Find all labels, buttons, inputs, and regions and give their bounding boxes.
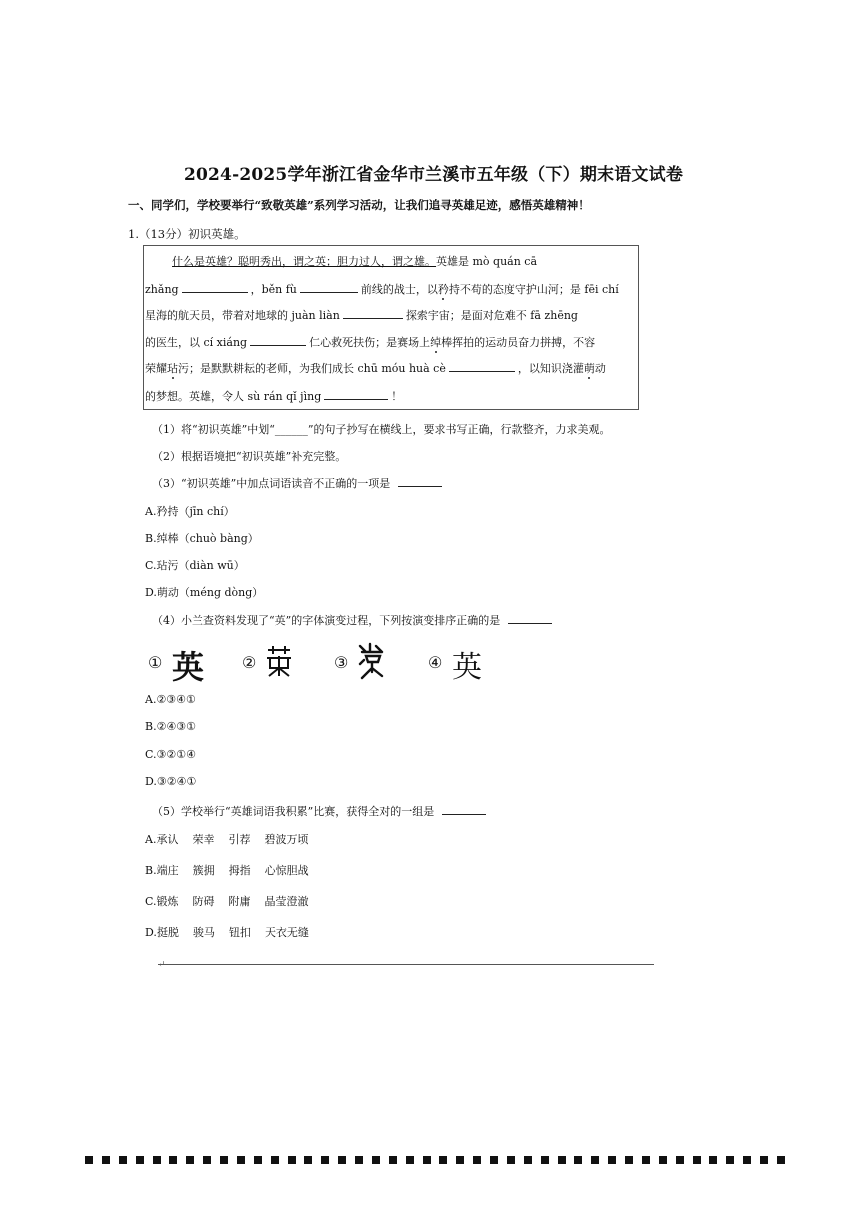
glyph-small-seal [264,644,294,678]
binding-dot [271,1156,279,1164]
binding-dot [406,1156,414,1164]
word: 天衣无缝 [264,926,309,939]
binding-dot [169,1156,177,1164]
binding-dot [186,1156,194,1164]
binding-dot [254,1156,262,1164]
binding-dot [591,1156,599,1164]
sub-question-2: （2）根据语境把“初识英雄”补充完整。 [152,450,347,463]
word: 承认 [156,833,179,846]
word: 碧波万顷 [264,833,309,846]
option-b[interactable]: B.端庄 簇拥 拇指 心惊胆战 [145,864,309,877]
binding-dot [524,1156,532,1164]
binding-dot [709,1156,717,1164]
binding-dot [676,1156,684,1164]
glyph-clerical-script: 英 [452,650,482,685]
binding-dot [102,1156,110,1164]
binding-dot [203,1156,211,1164]
word: 防碍 [192,895,215,908]
binding-dot [693,1156,701,1164]
word: 钮扣 [228,926,251,939]
binding-dot [136,1156,144,1164]
binding-dot [355,1156,363,1164]
passage-line-2: zhǎng ，běn fù 前线的战士，以矜持不苟的态度守护山河；是 fēi chí [145,283,619,296]
return-mark: ↵ [158,960,166,970]
option-a[interactable]: A.矜持（jīn chí） [145,505,235,518]
word: 挺脱 [156,926,179,939]
answer-blank[interactable] [300,281,358,293]
binding-dot [473,1156,481,1164]
section-heading: 一、同学们，学校要举行“致敬英雄”系列学习活动，让我们追寻英雄足迹，感悟英雄精神！ [128,198,590,212]
page-title: 2024-2025学年浙江省金华市兰溪市五年级（下）期末语文试卷 [183,165,684,185]
binding-dot [304,1156,312,1164]
glyph-label-3: ③ [334,653,349,672]
sub-question-5: （5）学校举行“英雄词语我积累”比赛，获得全对的一组是 [152,803,489,819]
binding-dot [456,1156,464,1164]
binding-dotted-line [85,1156,785,1165]
option-d[interactable]: D.萌动（méng dòng） [145,586,264,599]
dotted-char: 绰 [430,336,442,349]
binding-dot [119,1156,127,1164]
sub-question-3: （3）“初识英雄”中加点词语读音不正确的一项是 [152,475,445,491]
option-c[interactable]: C.③②①④ [145,748,196,761]
binding-dot [541,1156,549,1164]
binding-dot [372,1156,380,1164]
glyph-label-1: ① [148,653,163,672]
glyph-label-4: ④ [428,653,443,672]
word: 心惊胆战 [264,864,309,877]
word: 荣幸 [192,833,215,846]
answer-blank[interactable] [250,334,306,346]
binding-dot [760,1156,768,1164]
binding-dot [85,1156,93,1164]
dotted-char: 萌 [583,362,595,375]
sub-question-4: （4）小兰查资料发现了“英”的字体演变过程，下列按演变排序正确的是 [152,612,555,628]
passage-line-4: 的医生，以 cí xiáng 仁心救死扶伤；是赛场上绰棒挥拍的运动员奋力拼搏，不容 [145,336,596,349]
binding-dot [237,1156,245,1164]
option-d[interactable]: D.挺脱 骏马 钮扣 天衣无缝 [145,926,309,939]
underlined-sentence: 什么是英雄？聪明秀出，谓之英；胆力过人，谓之雄。 [172,255,436,268]
divider-line [158,964,654,965]
answer-blank[interactable] [343,307,403,319]
word: 晶莹澄澈 [264,895,309,908]
answer-blank[interactable] [182,281,248,293]
word: 附庸 [228,895,251,908]
answer-blank[interactable] [324,388,388,400]
binding-dot [642,1156,650,1164]
passage-line-1: 什么是英雄？聪明秀出，谓之英；胆力过人，谓之雄。英雄是 mò quán cā [172,255,538,268]
binding-dot [777,1156,785,1164]
glyph-label-2: ② [242,653,257,672]
answer-blank[interactable] [442,803,486,815]
answer-blank[interactable] [449,360,515,372]
option-d[interactable]: D.③②④① [145,775,197,788]
binding-dot [423,1156,431,1164]
word: 锻炼 [156,895,179,908]
option-a[interactable]: A.承认 荣幸 引荐 碧波万顷 [145,833,309,846]
word: 骏马 [192,926,215,939]
sub-question-1: （1）将“初识英雄”中划“______”的句子抄写在横线上，要求书写正确，行款整齐，力求美观。 [152,423,611,436]
binding-dot [153,1156,161,1164]
word: 拇指 [228,864,251,877]
binding-dot [608,1156,616,1164]
binding-dot [659,1156,667,1164]
binding-dot [490,1156,498,1164]
glyph-evolution-figure [148,642,508,686]
glyph-regular-script: 英 [172,648,205,686]
binding-dot [288,1156,296,1164]
binding-dot [321,1156,329,1164]
binding-dot [558,1156,566,1164]
option-b[interactable]: B.②④③① [145,720,197,733]
passage-line-3: 星海的航天员，带着对地球的 juàn liàn 探索宇宙；是面对危难不 fā zhēng [145,309,578,322]
dotted-char: 矜 [437,283,449,296]
passage-line-5: 荣耀玷污；是默默耕耘的老师，为我们成长 chū móu huà cè ，以知识浇灌萌动 [145,362,606,375]
question-1-heading: 1.（13分）初识英雄。 [128,227,246,241]
passage-line-6: 的梦想。英雄，令人 sù rán qǐ jìng ！ [145,390,403,403]
answer-blank[interactable] [398,475,442,487]
binding-dot [726,1156,734,1164]
binding-dot [389,1156,397,1164]
binding-dot [574,1156,582,1164]
glyph-bronze-inscription [356,642,388,680]
answer-blank[interactable] [508,612,552,624]
word: 簇拥 [192,864,215,877]
passage-box [143,245,639,410]
binding-dot [220,1156,228,1164]
binding-dot [507,1156,515,1164]
binding-dot [338,1156,346,1164]
option-a[interactable]: A.②③④① [145,693,196,706]
dotted-char: 玷 [167,362,178,375]
binding-dot [439,1156,447,1164]
binding-dot [625,1156,633,1164]
binding-dot [743,1156,751,1164]
word: 端庄 [156,864,179,877]
option-b[interactable]: B.绰棒（chuò bàng） [145,532,259,545]
word: 引荐 [228,833,251,846]
option-c[interactable]: C.锻炼 防碍 附庸 晶莹澄澈 [145,895,309,908]
option-c[interactable]: C.玷污（diàn wū） [145,559,245,572]
